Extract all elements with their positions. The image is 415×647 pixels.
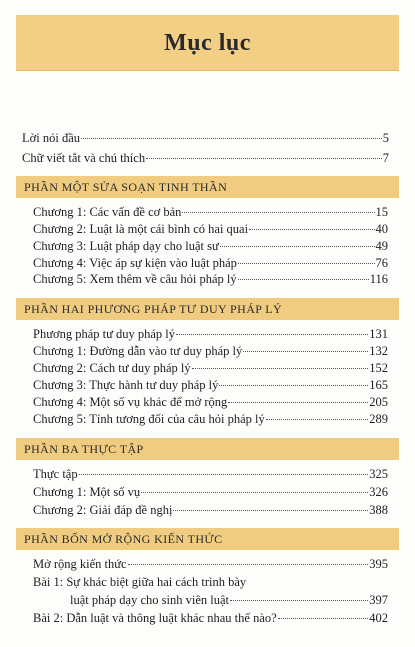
toc-entry-page: 326 <box>369 485 388 499</box>
toc-entry[interactable] <box>33 256 388 271</box>
toc-entry-label: Chương 1: Một số vụ <box>33 485 141 499</box>
toc-entry[interactable] <box>33 412 388 427</box>
toc-entry-page: 152 <box>369 361 388 375</box>
toc-entry[interactable] <box>70 593 388 608</box>
toc-entry-abbreviations[interactable] <box>22 151 389 166</box>
toc-entry-label: Chương 4: Một số vụ khác để mở rộng <box>33 395 228 409</box>
toc-entry-label: Lời nói đầu <box>22 131 80 145</box>
toc-entry[interactable] <box>33 272 388 287</box>
toc-entry-label: Chương 3: Luật pháp dạy cho luật sư <box>33 239 219 253</box>
toc-entry-label: Chương 2: Cách tư duy pháp lý <box>33 361 191 375</box>
toc-entry-label: Chương 5: Tính tương đối của câu hỏi pháp lý <box>33 412 265 426</box>
toc-entry-label: Chương 3: Thực hành tư duy pháp lý <box>33 378 219 392</box>
toc-entry[interactable] <box>33 503 388 518</box>
toc-entry-label: Chương 2: Giải đáp đề nghị <box>33 503 173 517</box>
toc-entry[interactable] <box>33 485 388 500</box>
leader-dots <box>81 138 382 139</box>
title-bar <box>16 15 399 71</box>
leader-dots <box>238 263 375 264</box>
toc-entry-label: Chữ viết tắt và chú thích <box>22 151 146 165</box>
toc-entry[interactable] <box>33 327 388 342</box>
toc-entry-label: Chương 5: Xem thêm về câu hỏi pháp lý <box>33 272 237 286</box>
section-heading: PHẦN HAI PHƯƠNG PHÁP TƯ DUY PHÁP LÝ <box>24 302 283 316</box>
toc-entry[interactable] <box>33 344 388 359</box>
toc-entry-page: 388 <box>369 503 388 517</box>
toc-entry-page: 165 <box>369 378 388 392</box>
toc-entry-page: 395 <box>369 557 388 571</box>
toc-entry-page: 15 <box>375 205 388 219</box>
toc-entry[interactable] <box>33 395 388 410</box>
leader-dots <box>243 351 368 352</box>
toc-entry-preface[interactable] <box>22 131 389 146</box>
section-header-part-two <box>16 298 399 320</box>
toc-entry[interactable] <box>33 205 388 220</box>
toc-entry-label: Chương 1: Các vấn đề cơ bản <box>33 205 182 219</box>
section-header-part-four <box>16 528 399 550</box>
toc-entry-page: 131 <box>369 327 388 341</box>
toc-entry-page: 402 <box>369 611 388 625</box>
toc-entry-page: 5 <box>382 131 389 145</box>
toc-entry-page: 397 <box>369 593 388 607</box>
toc-entry-label: Thực tập <box>33 467 78 481</box>
section-header-part-three <box>16 438 399 460</box>
toc-entry-label: Mở rộng kiến thức <box>33 557 127 571</box>
toc-entry-page: 40 <box>375 222 388 236</box>
section-header-part-one <box>16 176 399 198</box>
toc-entry-label: Chương 4: Việc áp sự kiện vào luật pháp <box>33 256 237 270</box>
toc-entry[interactable] <box>33 239 388 254</box>
leader-dots <box>228 402 368 403</box>
toc-entry-page: 289 <box>369 412 388 426</box>
toc-entry-page: 325 <box>369 467 388 481</box>
leader-dots <box>79 474 369 475</box>
leader-dots <box>128 564 369 565</box>
leader-dots <box>230 600 368 601</box>
toc-entry[interactable] <box>33 378 388 393</box>
leader-dots <box>266 419 369 420</box>
toc-entry-page: 132 <box>369 344 388 358</box>
section-heading: PHẦN BỐN MỞ RỘNG KIẾN THỨC <box>24 532 223 546</box>
toc-entry-page: 116 <box>369 272 388 286</box>
leader-dots <box>220 246 375 247</box>
toc-entry[interactable] <box>33 611 388 626</box>
toc-entry-label: Chương 2: Luật là một cái bình có hai quai <box>33 222 249 236</box>
leader-dots <box>176 334 368 335</box>
toc-entry-label: Bài 2: Dẫn luật và thông luật khác nhau thế nào? <box>33 611 277 625</box>
leader-dots <box>238 279 369 280</box>
section-heading: PHẦN MỘT SỬA SOẠN TINH THẦN <box>24 180 228 194</box>
leader-dots <box>192 368 369 369</box>
toc-entry-page: 205 <box>369 395 388 409</box>
leader-dots <box>249 229 374 230</box>
toc-entry-page: 7 <box>382 151 389 165</box>
leader-dots <box>278 618 369 619</box>
toc-entry[interactable] <box>33 361 388 376</box>
toc-entry-page: 76 <box>375 256 388 270</box>
toc-entry-label: Chương 1: Đường dẫn vào tư duy pháp lý <box>33 344 243 358</box>
leader-dots <box>141 492 368 493</box>
toc-entry[interactable] <box>33 222 388 237</box>
toc-entry-label-line1[interactable]: Bài 1: Sự khác biệt giữa hai cách trình bày <box>33 575 247 589</box>
toc-entry[interactable] <box>33 467 388 482</box>
toc-entry-label: Phương pháp tư duy pháp lý <box>33 327 176 341</box>
toc-entry[interactable] <box>33 557 388 572</box>
toc-entry-label: luật pháp dạy cho sinh viên luật <box>70 593 229 607</box>
leader-dots <box>173 510 368 511</box>
page-title: Mục lục <box>164 30 251 56</box>
leader-dots <box>182 212 374 213</box>
toc-entry-page: 49 <box>375 239 388 253</box>
section-heading: PHẦN BA THỰC TẬP <box>24 442 144 456</box>
leader-dots <box>146 158 382 159</box>
leader-dots <box>219 385 368 386</box>
